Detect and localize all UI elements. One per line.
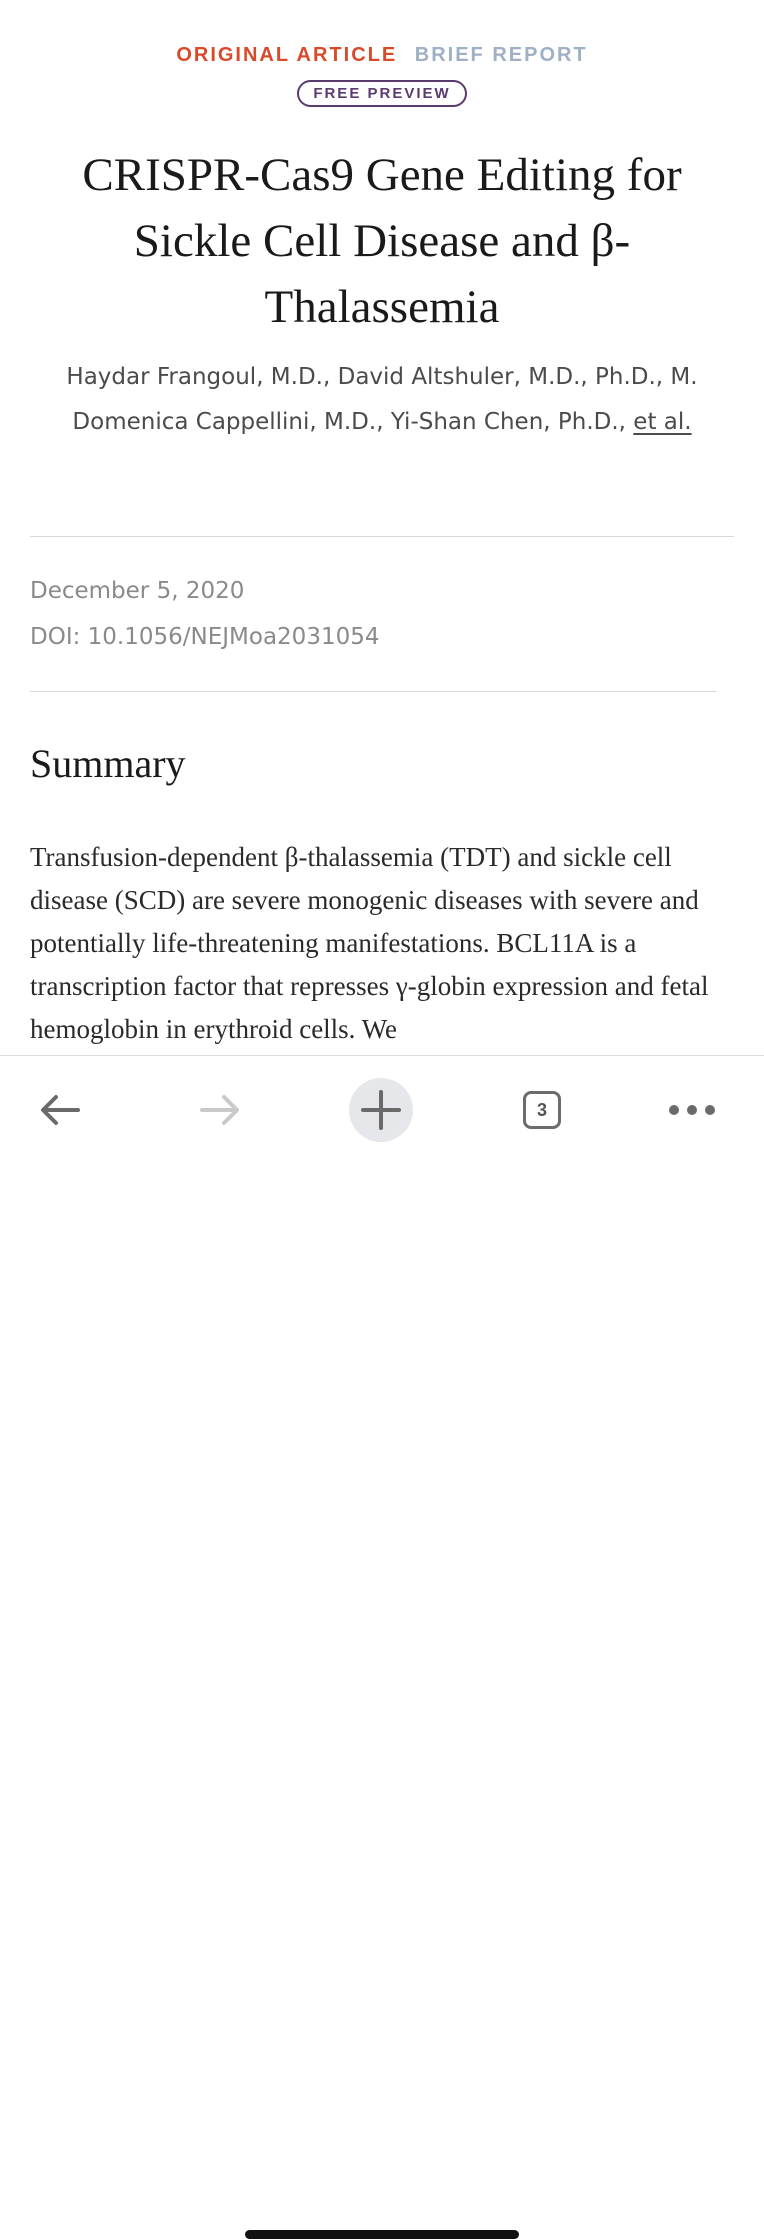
et-al-link[interactable]: et al. bbox=[633, 409, 692, 435]
back-button[interactable] bbox=[28, 1078, 92, 1142]
arrow-left-icon bbox=[36, 1086, 84, 1134]
article-meta bbox=[30, 568, 379, 660]
more-horizontal-icon bbox=[664, 1100, 720, 1120]
forward-button[interactable] bbox=[188, 1078, 252, 1142]
kicker-brief-report[interactable]: BRIEF REPORT bbox=[414, 44, 588, 66]
doi: DOI: 10.1056/NEJMoa2031054 bbox=[30, 624, 380, 650]
home-indicator[interactable] bbox=[245, 2230, 519, 2239]
article-kicker bbox=[0, 44, 764, 67]
article-title: CRISPR-Cas9 Gene Editing for Sickle Cell Disease and β-Thalassemia bbox=[82, 149, 682, 333]
divider bbox=[30, 691, 716, 692]
new-tab-button[interactable] bbox=[349, 1078, 413, 1142]
kicker-original-article[interactable]: ORIGINAL ARTICLE bbox=[176, 44, 398, 66]
author-list bbox=[50, 355, 714, 445]
divider bbox=[30, 536, 734, 537]
more-button[interactable] bbox=[660, 1078, 724, 1142]
tabs-button[interactable] bbox=[510, 1078, 574, 1142]
tab-count: 3 bbox=[536, 1099, 547, 1120]
summary-heading: Summary bbox=[30, 741, 186, 786]
publication-date: December 5, 2020 bbox=[30, 578, 245, 604]
summary-text: Transfusion-dependent β-thalassemia (TDT) and sickle cell disease (SCD) are severe monogenic diseases with severe and potentially life-threatening manifestations. BCL11A is a transcription factor that represses γ-globin expression and fetal hemoglobin in erythroid cells. We bbox=[30, 842, 709, 1044]
free-preview-badge: FREE PREVIEW bbox=[297, 80, 466, 107]
plus-icon bbox=[359, 1088, 403, 1132]
arrow-right-icon bbox=[196, 1086, 244, 1134]
browser-toolbar bbox=[0, 1055, 764, 1201]
tabs-icon bbox=[523, 1091, 561, 1129]
author-names: Haydar Frangoul, M.D., David Altshuler, M.D., Ph.D., M. Domenica Cappellini, M.D., Yi-Shan Chen, Ph.D., bbox=[66, 364, 698, 435]
article-page bbox=[0, 0, 764, 1055]
